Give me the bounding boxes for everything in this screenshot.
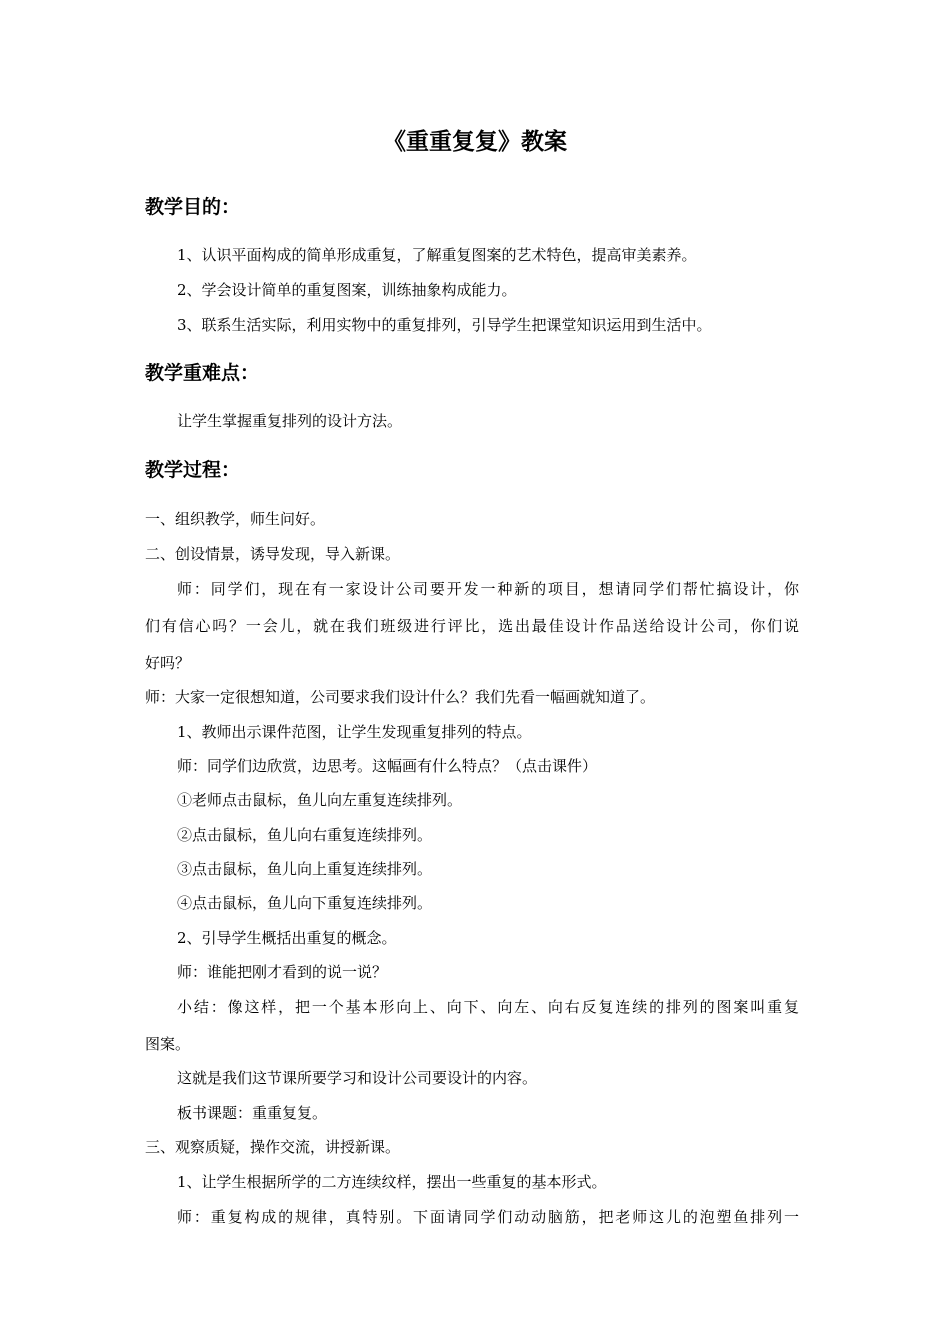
process-line: 图案。 [145,1035,191,1053]
heading-teaching-goals: 教学目的： [145,196,241,218]
process-line: 三、观察质疑，操作交流，讲授新课。 [145,1138,401,1156]
process-line: 这就是我们这节课所要学习和设计公司要设计的内容。 [177,1069,538,1087]
heading-key-points: 教学重难点： [145,362,260,384]
process-line: 1、教师出示课件范图，让学生发现重复排列的特点。 [177,723,532,741]
process-line: ①老师点击鼠标，鱼儿向左重复连续排列。 [177,791,463,809]
process-line: 好吗？ [145,654,191,672]
process-line: 2、引导学生概括出重复的概念。 [177,929,397,947]
process-line: 小结：像这样，把一个基本形向上、向下、向左、向右反复连续的排列的图案叫重复 [177,998,799,1016]
document-title: 《重重复复》教案 [383,128,567,155]
goal-item-3: 3、联系生活实际，利用实物中的重复排列，引导学生把课堂知识运用到生活中。 [177,316,712,334]
process-line: 二、创设情景，诱导发现，导入新课。 [145,545,401,563]
key-points-text: 让学生掌握重复排列的设计方法。 [177,412,403,430]
process-line: 师：同学们边欣赏，边思考。这幅画有什么特点？（点击课件） [177,757,598,775]
process-line: 一、组织教学，师生问好。 [145,510,326,528]
goal-item-2: 2、学会设计简单的重复图案，训练抽象构成能力。 [177,281,517,299]
process-line: 板书课题：重重复复。 [177,1104,328,1122]
process-line: 师：谁能把刚才看到的说一说？ [177,963,388,981]
process-line: ④点击鼠标，鱼儿向下重复连续排列。 [177,894,433,912]
process-line: 师：同学们，现在有一家设计公司要开发一种新的项目，想请同学们帮忙搞设计，你 [177,580,799,598]
process-line: 们有信心吗？一会儿，就在我们班级进行评比，选出最佳设计作品送给设计公司，你们说 [145,617,799,635]
process-line: ②点击鼠标，鱼儿向右重复连续排列。 [177,826,433,844]
process-line: 师：大家一定很想知道，公司要求我们设计什么？我们先看一幅画就知道了。 [145,688,656,706]
process-line: 1、让学生根据所学的二方连续纹样，摆出一些重复的基本形式。 [177,1173,607,1191]
process-line: ③点击鼠标，鱼儿向上重复连续排列。 [177,860,433,878]
process-line: 师：重复构成的规律，真特别。下面请同学们动动脑筋，把老师这儿的泡塑鱼排列一 [177,1208,799,1226]
goal-item-1: 1、认识平面构成的简单形成重复，了解重复图案的艺术特色，提高审美素养。 [177,246,697,264]
heading-teaching-process: 教学过程： [145,459,241,481]
